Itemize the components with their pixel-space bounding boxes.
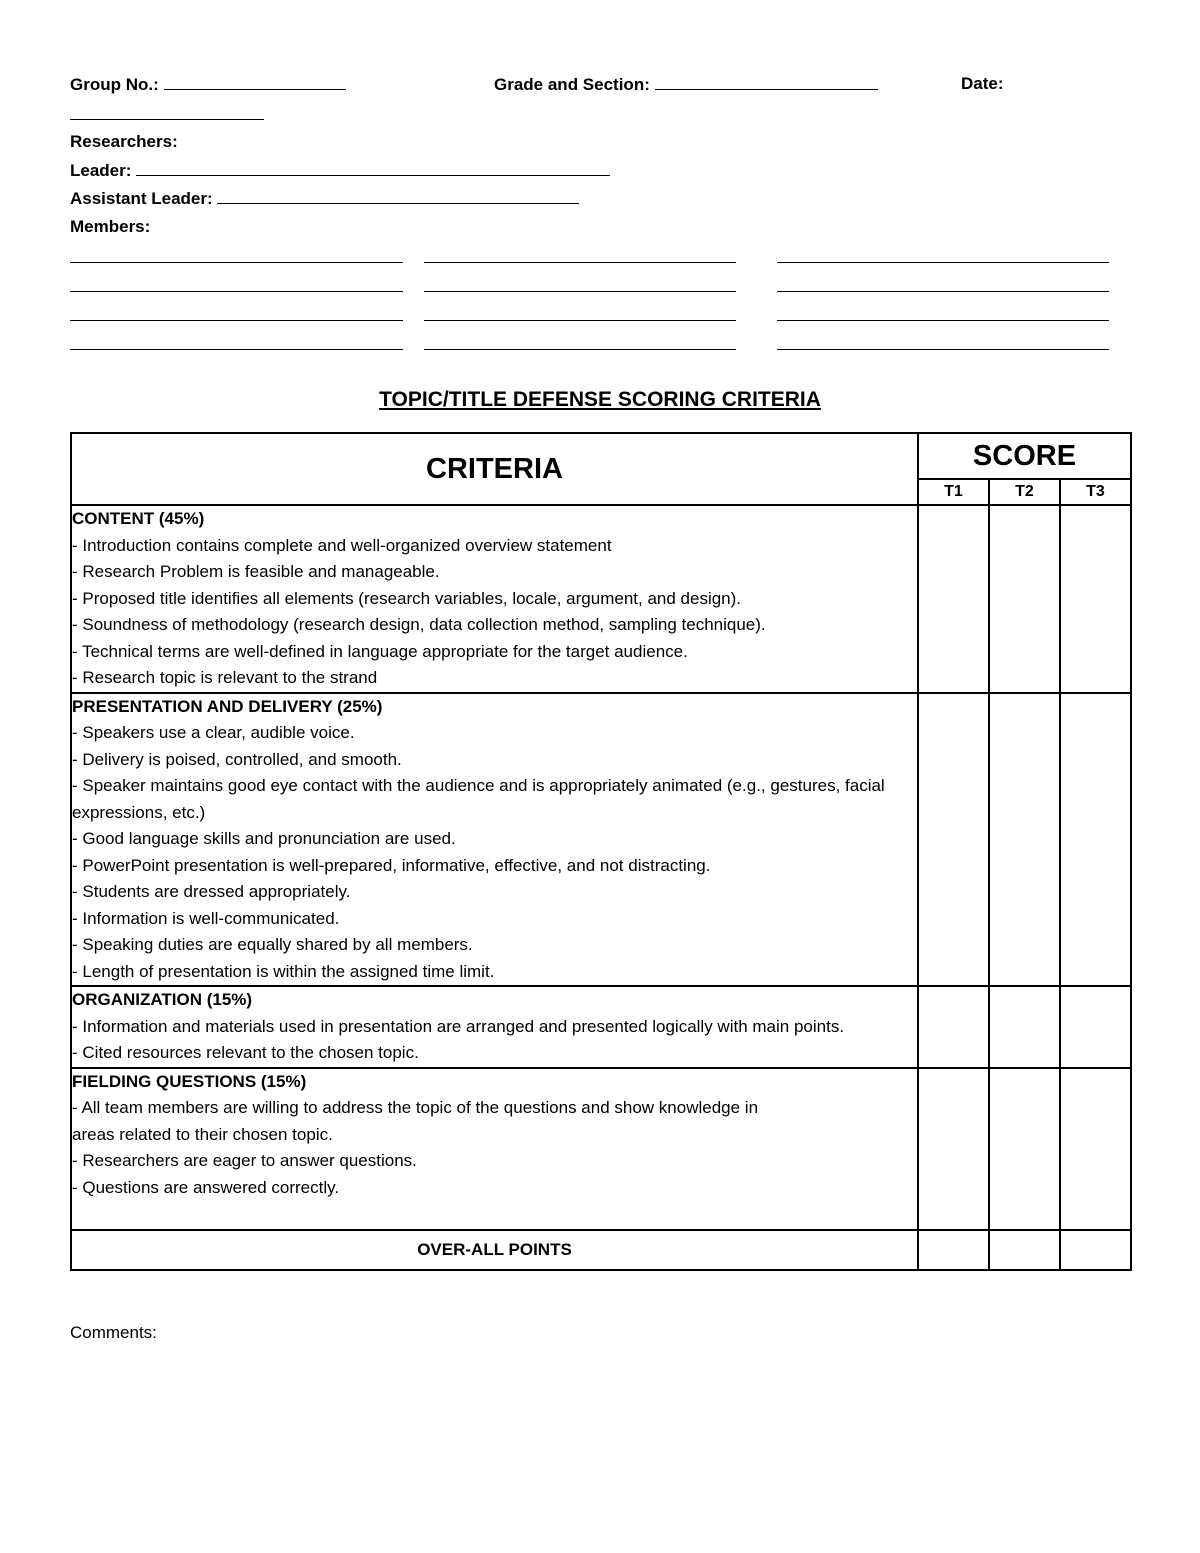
section-heading: PRESENTATION AND DELIVERY (25%) xyxy=(72,696,383,716)
criteria-item: - Length of presentation is within the assigned time limit. xyxy=(72,961,495,981)
criteria-item: - Research Problem is feasible and manageable. xyxy=(72,562,440,581)
criteria-item: - Questions are answered correctly. xyxy=(72,1177,340,1197)
score-col-t2: T2 xyxy=(989,479,1060,505)
criteria-item: - Students are dressed appropriately. xyxy=(72,882,351,901)
leader-blank[interactable] xyxy=(136,160,610,176)
researchers-label: Researchers: xyxy=(70,132,178,151)
criteria-header: CRITERIA xyxy=(71,433,918,505)
member-blank[interactable] xyxy=(777,320,1109,321)
criteria-row-presentation xyxy=(71,693,1131,987)
score-cell-t3[interactable] xyxy=(1060,986,1131,1068)
section-heading: CONTENT (45%) xyxy=(72,509,205,528)
criteria-item: - Proposed title identifies all elements (research variables, locale, argument, and design). xyxy=(72,588,742,608)
criteria-row-organization xyxy=(71,986,1131,1068)
section-heading: FIELDING QUESTIONS (15%) xyxy=(72,1071,307,1091)
member-blank[interactable] xyxy=(70,291,403,292)
score-cell-t2[interactable] xyxy=(989,1068,1060,1231)
score-cell-t2[interactable] xyxy=(989,505,1060,693)
member-blank[interactable] xyxy=(70,349,403,350)
score-col-t3: T3 xyxy=(1060,479,1131,505)
score-col-t1: T1 xyxy=(918,479,989,505)
grade-section-field xyxy=(494,74,878,95)
score-cell-t3[interactable] xyxy=(1060,1068,1131,1231)
member-blank[interactable] xyxy=(70,262,403,263)
criteria-item: - All team members are willing to address the topic of the questions and show knowledge in areas related to their chosen topic. xyxy=(72,1098,759,1144)
total-cell-t3[interactable] xyxy=(1060,1230,1131,1270)
group-no-label: Group No.: xyxy=(70,75,159,94)
criteria-item: - Cited resources relevant to the chosen topic. xyxy=(72,1043,419,1062)
score-cell-t2[interactable] xyxy=(989,986,1060,1068)
score-cell-t1[interactable] xyxy=(918,1068,989,1231)
total-cell-t1[interactable] xyxy=(918,1230,989,1270)
criteria-item: - Introduction contains complete and well-organized overview statement xyxy=(72,535,612,555)
score-cell-t3[interactable] xyxy=(1060,693,1131,987)
score-cell-t1[interactable] xyxy=(918,693,989,987)
criteria-item: - Speakers use a clear, audible voice. xyxy=(72,723,355,742)
criteria-cell xyxy=(71,1068,918,1231)
criteria-item: - Speaker maintains good eye contact with the audience and is appropriately animated (e.g., gestures, facial expressions, etc.) xyxy=(72,776,885,822)
date-field xyxy=(961,74,1004,94)
assistant-leader-label: Assistant Leader: xyxy=(70,189,213,208)
researchers-heading xyxy=(70,132,178,152)
criteria-item: - Research topic is relevant to the strand xyxy=(72,668,378,687)
leader-label: Leader: xyxy=(70,161,132,180)
criteria-row-fielding xyxy=(71,1068,1131,1231)
criteria-cell xyxy=(71,986,918,1068)
criteria-cell xyxy=(71,693,918,987)
criteria-item: - Information and materials used in presentation are arranged and presented logically with main points. xyxy=(72,1016,845,1036)
assistant-leader-blank[interactable] xyxy=(217,188,579,204)
member-blank[interactable] xyxy=(777,262,1109,263)
date-blank[interactable] xyxy=(70,119,264,120)
criteria-item: - Researchers are eager to answer questions. xyxy=(72,1151,417,1170)
member-blank[interactable] xyxy=(424,320,736,321)
score-header: SCORE xyxy=(918,433,1131,479)
criteria-item: - Information is well-communicated. xyxy=(72,908,340,928)
criteria-item: - Speaking duties are equally shared by all members. xyxy=(72,935,473,954)
assistant-leader-field xyxy=(70,188,579,209)
member-blank[interactable] xyxy=(424,349,736,350)
table-header-row xyxy=(71,433,1131,479)
member-blank[interactable] xyxy=(70,320,403,321)
comments-label: Comments: xyxy=(70,1323,157,1342)
member-blank[interactable] xyxy=(424,262,736,263)
criteria-item: - PowerPoint presentation is well-prepared, informative, effective, and not distracting. xyxy=(72,855,711,875)
group-no-blank[interactable] xyxy=(164,74,346,90)
score-cell-t2[interactable] xyxy=(989,693,1060,987)
section-heading: ORGANIZATION (15%) xyxy=(72,990,253,1009)
criteria-row-content xyxy=(71,505,1131,693)
score-cell-t1[interactable] xyxy=(918,986,989,1068)
criteria-item: - Good language skills and pronunciation are used. xyxy=(72,829,456,848)
member-blank[interactable] xyxy=(777,291,1109,292)
score-cell-t3[interactable] xyxy=(1060,505,1131,693)
member-blank[interactable] xyxy=(777,349,1109,350)
member-blank[interactable] xyxy=(424,291,736,292)
date-label: Date: xyxy=(961,74,1004,93)
criteria-cell xyxy=(71,505,918,693)
total-cell-t2[interactable] xyxy=(989,1230,1060,1270)
members-label: Members: xyxy=(70,217,151,236)
grade-section-label: Grade and Section: xyxy=(494,75,650,94)
scoring-table xyxy=(70,432,1132,1271)
criteria-item: - Technical terms are well-defined in language appropriate for the target audience. xyxy=(72,641,688,661)
group-no-field xyxy=(70,74,346,95)
members-heading xyxy=(70,217,150,237)
score-cell-t1[interactable] xyxy=(918,505,989,693)
page-title: TOPIC/TITLE DEFENSE SCORING CRITERIA xyxy=(379,388,821,411)
leader-field xyxy=(70,160,610,181)
criteria-item: - Delivery is poised, controlled, and smooth. xyxy=(72,749,402,769)
total-row xyxy=(71,1230,1131,1270)
criteria-item: - Soundness of methodology (research design, data collection method, sampling technique). xyxy=(72,615,766,634)
grade-section-blank[interactable] xyxy=(655,74,878,90)
overall-points-label: OVER-ALL POINTS xyxy=(71,1230,918,1270)
